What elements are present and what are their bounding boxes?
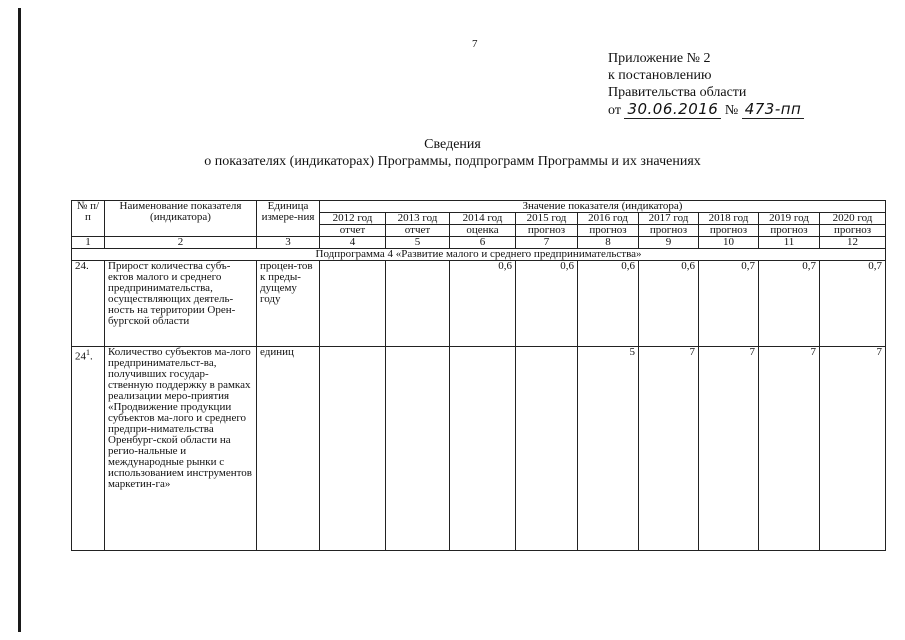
row-value: 0,6	[639, 261, 699, 347]
year-cell: 2013 год	[386, 213, 450, 225]
row-value	[450, 347, 516, 551]
row-value: 7	[639, 347, 699, 551]
scan-edge	[18, 8, 21, 632]
year-type-cell: прогноз	[820, 225, 886, 237]
row-name: Прирост количества субъ-ектов малого и среднего предпринимательства, осуществляющих деятель-ность на территории Орен-бургской области	[105, 261, 257, 347]
row-value: 5	[578, 347, 639, 551]
appendix-line-2: к постановлению	[608, 68, 712, 83]
handwritten-date: 30.06.2016	[624, 100, 721, 119]
row-value: 0,6	[578, 261, 639, 347]
appendix-block	[608, 50, 804, 119]
number-prefix: №	[724, 103, 739, 118]
row-value: 0,7	[820, 261, 886, 347]
row-value: 0,7	[759, 261, 820, 347]
year-type-cell: прогноз	[516, 225, 578, 237]
year-cell: 2014 год	[450, 213, 516, 225]
header-unit: Единица измере-ния	[257, 201, 320, 237]
row-value: 7	[759, 347, 820, 551]
row-value: 0,6	[450, 261, 516, 347]
date-prefix: от	[608, 103, 621, 118]
column-number: 6	[450, 237, 516, 249]
year-cell: 2018 год	[699, 213, 759, 225]
document-subtitle: о показателях (индикаторах) Программы, подпрограмм Программы и их значениях	[204, 154, 701, 169]
row-value: 7	[699, 347, 759, 551]
year-type-cell: отчет	[386, 225, 450, 237]
year-type-cell: прогноз	[699, 225, 759, 237]
year-cell: 2016 год	[578, 213, 639, 225]
row-value	[386, 261, 450, 347]
row-value	[320, 261, 386, 347]
appendix-line-3: Правительства области	[608, 85, 747, 100]
column-number: 5	[386, 237, 450, 249]
row-num: 24.	[72, 261, 105, 347]
year-type-cell: прогноз	[759, 225, 820, 237]
row-value: 7	[820, 347, 886, 551]
column-number: 8	[578, 237, 639, 249]
column-number: 9	[639, 237, 699, 249]
year-type-cell: оценка	[450, 225, 516, 237]
year-type-cell: прогноз	[639, 225, 699, 237]
row-value	[516, 347, 578, 551]
table-row	[72, 347, 886, 551]
appendix-line-1: Приложение № 2	[608, 51, 711, 66]
row-value: 0,7	[699, 261, 759, 347]
column-number: 2	[105, 237, 257, 249]
row-num-main: 24	[75, 350, 86, 363]
year-cell: 2015 год	[516, 213, 578, 225]
column-number: 11	[759, 237, 820, 249]
year-type-cell: прогноз	[578, 225, 639, 237]
table-row	[72, 261, 886, 347]
subprogram-heading: Подпрограмма 4 «Развитие малого и среднего предпринимательства»	[72, 249, 886, 261]
page-number: 7	[472, 38, 478, 50]
year-cell: 2019 год	[759, 213, 820, 225]
row-unit: единиц	[257, 347, 320, 551]
year-cell: 2020 год	[820, 213, 886, 225]
column-number-row	[72, 237, 886, 249]
row-value	[320, 347, 386, 551]
year-type-cell: отчет	[320, 225, 386, 237]
row-num-sup: 1	[86, 348, 90, 357]
year-cell: 2017 год	[639, 213, 699, 225]
row-value	[386, 347, 450, 551]
header-name: Наименование показателя (индикатора)	[105, 201, 257, 237]
header-value-group: Значение показателя (индикатора)	[320, 201, 886, 213]
handwritten-number: 473-пп	[742, 100, 805, 119]
column-number: 7	[516, 237, 578, 249]
column-number: 12	[820, 237, 886, 249]
column-number: 3	[257, 237, 320, 249]
column-number: 1	[72, 237, 105, 249]
header-num: № п/п	[72, 201, 105, 237]
row-num-suffix: .	[90, 350, 93, 363]
row-name: Количество субъектов ма-лого предпринимательст-ва, получивших государ-ственную поддержку в рамках реализации меро-приятия «Продвижение продукции субъектов ма-лого и среднего предпри-нимательства Оренбург-ской области на регио-нальные и международные рынки с использованием инструментов маркетин-га»	[105, 347, 257, 551]
column-number: 10	[699, 237, 759, 249]
row-unit: процен-тов к преды-дущему году	[257, 261, 320, 347]
year-cell: 2012 год	[320, 213, 386, 225]
row-value: 0,6	[516, 261, 578, 347]
row-num	[72, 347, 105, 551]
indicator-table	[71, 200, 886, 551]
appendix-date-line	[608, 101, 804, 119]
column-number: 4	[320, 237, 386, 249]
document-title: Сведения	[424, 137, 481, 152]
